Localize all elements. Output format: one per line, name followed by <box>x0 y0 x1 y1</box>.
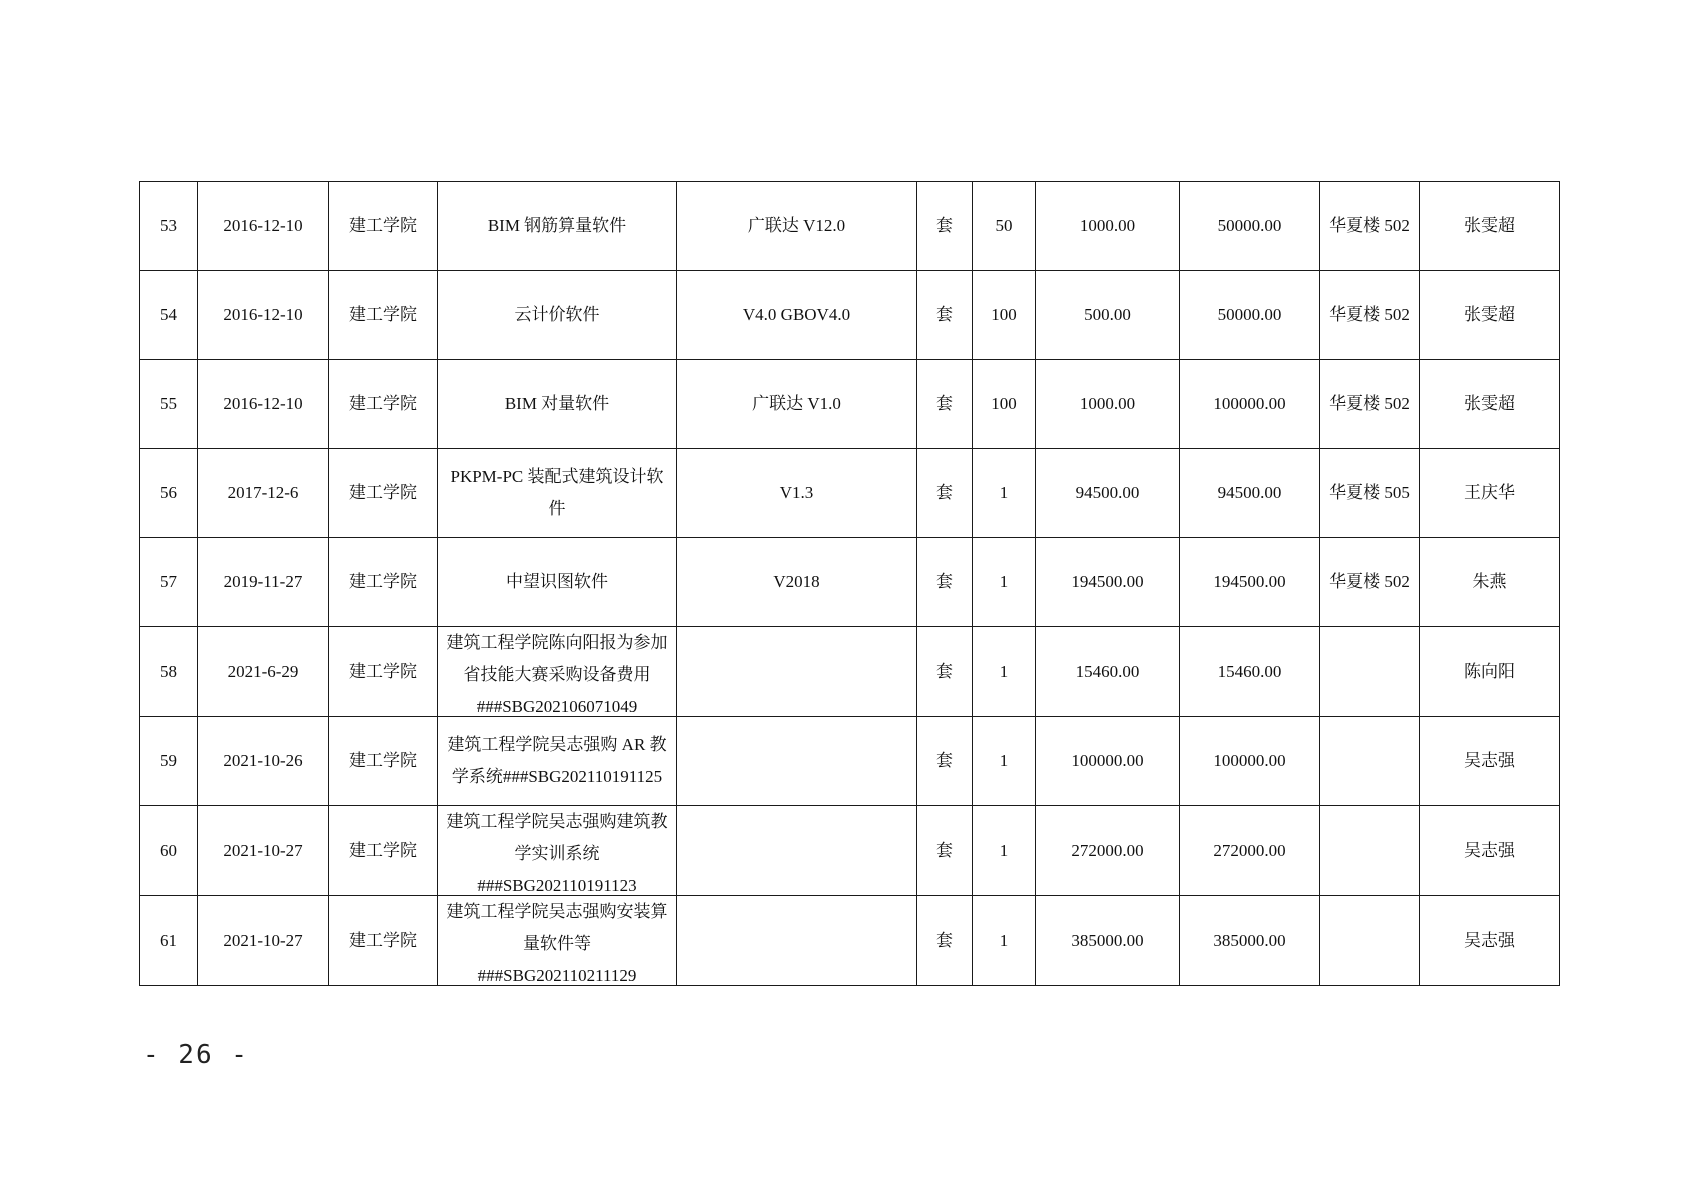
cell-model <box>677 806 917 896</box>
cell-dept-text: 建工学院 <box>349 394 417 413</box>
cell-qty-text: 1 <box>999 840 1009 860</box>
cell-qty <box>973 806 1036 896</box>
cell-amount-text: 194500.00 <box>1213 572 1286 591</box>
cell-qty-text: 1 <box>999 930 1009 950</box>
cell-location <box>1320 627 1420 717</box>
cell-name-text: 建筑工程学院吴志强购 AR 教学系统###SBG202110191125 <box>447 735 667 786</box>
cell-qty-text: 1 <box>999 661 1009 681</box>
cell-name <box>438 806 677 896</box>
page-number: - 26 - <box>143 1040 249 1070</box>
cell-unit-price-text: 1000.00 <box>1079 216 1136 235</box>
cell-qty <box>973 449 1036 538</box>
cell-name-text: 中望识图软件 <box>506 572 608 591</box>
table-row <box>140 360 1560 449</box>
cell-amount-text: 50000.00 <box>1217 305 1282 324</box>
cell-location <box>1320 538 1420 627</box>
cell-date-text: 2019-11-27 <box>223 572 303 591</box>
cell-model <box>677 449 917 538</box>
cell-dept-text: 建工学院 <box>349 661 417 681</box>
cell-model <box>677 360 917 449</box>
table-row <box>140 182 1560 271</box>
cell-unit-price-text: 1000.00 <box>1079 394 1136 413</box>
cell-no-text: 61 <box>160 930 177 950</box>
cell-location <box>1320 449 1420 538</box>
cell-unit-price-text: 385000.00 <box>1071 930 1144 950</box>
cell-keeper <box>1420 896 1560 986</box>
cell-amount <box>1180 271 1320 360</box>
cell-qty <box>973 896 1036 986</box>
cell-no <box>140 717 198 806</box>
cell-keeper-text: 吴志强 <box>1464 930 1515 950</box>
cell-qty-text: 100 <box>991 394 1017 413</box>
cell-unit-price <box>1036 538 1180 627</box>
cell-date <box>198 627 329 717</box>
cell-keeper-text: 张雯超 <box>1464 305 1515 324</box>
cell-name <box>438 182 677 271</box>
cell-no <box>140 896 198 986</box>
cell-date <box>198 896 329 986</box>
cell-amount-text: 100000.00 <box>1213 751 1286 770</box>
table-row <box>140 627 1560 717</box>
cell-unit-price <box>1036 627 1180 717</box>
cell-name <box>438 717 677 806</box>
cell-name-text: 建筑工程学院吴志强购建筑教学实训系统###SBG202110191123 <box>446 812 668 895</box>
cell-date <box>198 271 329 360</box>
cell-qty-text: 1 <box>999 483 1009 502</box>
cell-unit <box>917 538 973 627</box>
cell-name <box>438 627 677 717</box>
cell-dept <box>329 360 438 449</box>
cell-model-text: 广联达 V12.0 <box>747 216 846 235</box>
cell-amount <box>1180 360 1320 449</box>
cell-no-text: 53 <box>160 216 177 235</box>
cell-model <box>677 717 917 806</box>
cell-keeper-text: 张雯超 <box>1464 216 1515 235</box>
cell-model-text: V1.3 <box>779 483 814 502</box>
cell-dept <box>329 896 438 986</box>
cell-qty <box>973 538 1036 627</box>
cell-unit <box>917 449 973 538</box>
cell-unit-price <box>1036 449 1180 538</box>
cell-unit-text: 套 <box>936 483 953 502</box>
cell-name-text: PKPM-PC 装配式建筑设计软件 <box>450 467 664 518</box>
cell-model <box>677 271 917 360</box>
cell-unit-price-text: 100000.00 <box>1071 751 1144 770</box>
cell-name <box>438 271 677 360</box>
cell-amount-text: 94500.00 <box>1217 483 1282 502</box>
cell-keeper-text: 朱燕 <box>1472 572 1507 591</box>
cell-unit-text: 套 <box>936 661 953 681</box>
cell-qty <box>973 627 1036 717</box>
cell-location-text: 华夏楼 505 <box>1329 483 1410 502</box>
cell-keeper <box>1420 806 1560 896</box>
cell-no-text: 56 <box>160 483 177 502</box>
cell-qty <box>973 182 1036 271</box>
cell-keeper <box>1420 271 1560 360</box>
cell-location-text: 华夏楼 502 <box>1329 305 1410 324</box>
cell-unit-text: 套 <box>936 394 953 413</box>
cell-no <box>140 806 198 896</box>
cell-amount <box>1180 717 1320 806</box>
cell-amount-text: 100000.00 <box>1213 394 1286 413</box>
cell-name <box>438 360 677 449</box>
cell-date-text: 2016-12-10 <box>223 216 303 235</box>
cell-qty-text: 1 <box>999 751 1009 770</box>
cell-qty <box>973 717 1036 806</box>
table-body <box>140 182 1560 986</box>
cell-dept <box>329 449 438 538</box>
cell-unit <box>917 182 973 271</box>
cell-name-text: BIM 钢筋算量软件 <box>487 216 627 235</box>
cell-date-text: 2016-12-10 <box>223 305 303 324</box>
cell-amount-text: 385000.00 <box>1213 930 1286 950</box>
cell-dept <box>329 627 438 717</box>
cell-unit <box>917 806 973 896</box>
cell-location-text: 华夏楼 502 <box>1329 572 1410 591</box>
cell-no <box>140 271 198 360</box>
cell-model-text: 广联达 V1.0 <box>752 394 841 413</box>
table-row <box>140 896 1560 986</box>
cell-qty-text: 1 <box>999 572 1009 591</box>
cell-name-text: BIM 对量软件 <box>504 394 610 413</box>
cell-unit-text: 套 <box>936 216 953 235</box>
cell-model-text: V2018 <box>773 572 820 591</box>
cell-amount-text: 50000.00 <box>1217 216 1282 235</box>
cell-name <box>438 896 677 986</box>
cell-location <box>1320 271 1420 360</box>
cell-dept <box>329 806 438 896</box>
cell-unit-price-text: 194500.00 <box>1071 572 1144 591</box>
cell-unit-text: 套 <box>936 930 953 950</box>
cell-dept-text: 建工学院 <box>349 216 417 235</box>
cell-no <box>140 538 198 627</box>
cell-location <box>1320 182 1420 271</box>
table-row <box>140 717 1560 806</box>
cell-unit-price-text: 272000.00 <box>1071 840 1144 860</box>
cell-keeper <box>1420 538 1560 627</box>
cell-no <box>140 627 198 717</box>
cell-location-text: 华夏楼 502 <box>1329 216 1410 235</box>
cell-qty-text: 50 <box>995 216 1013 235</box>
cell-date-text: 2021-10-27 <box>223 930 303 950</box>
cell-location <box>1320 717 1420 806</box>
cell-amount-text: 15460.00 <box>1217 661 1282 681</box>
cell-date <box>198 538 329 627</box>
cell-location <box>1320 806 1420 896</box>
cell-keeper <box>1420 717 1560 806</box>
cell-unit-price-text: 500.00 <box>1084 305 1131 324</box>
cell-dept <box>329 271 438 360</box>
cell-date-text: 2021-10-27 <box>223 840 303 860</box>
cell-unit-price-text: 15460.00 <box>1075 661 1140 681</box>
cell-dept-text: 建工学院 <box>349 751 417 770</box>
cell-keeper-text: 陈向阳 <box>1464 661 1515 681</box>
cell-no-text: 57 <box>160 572 177 591</box>
cell-dept-text: 建工学院 <box>349 840 417 860</box>
cell-dept <box>329 717 438 806</box>
cell-date <box>198 717 329 806</box>
cell-location <box>1320 896 1420 986</box>
cell-unit-price <box>1036 182 1180 271</box>
cell-model <box>677 182 917 271</box>
cell-unit-text: 套 <box>936 572 953 591</box>
cell-location-text: 华夏楼 502 <box>1329 394 1410 413</box>
cell-date-text: 2021-6-29 <box>227 661 299 681</box>
cell-name-text: 云计价软件 <box>514 305 600 324</box>
cell-unit-text: 套 <box>936 305 953 324</box>
cell-unit-price <box>1036 360 1180 449</box>
cell-date-text: 2021-10-26 <box>223 751 303 770</box>
cell-unit <box>917 360 973 449</box>
cell-name <box>438 538 677 627</box>
table-row <box>140 806 1560 896</box>
cell-date <box>198 806 329 896</box>
cell-unit-text: 套 <box>936 840 953 860</box>
cell-name-text: 建筑工程学院陈向阳报为参加省技能大赛采购设备费用###SBG202106071049 <box>446 633 668 716</box>
table-row <box>140 271 1560 360</box>
cell-qty <box>973 271 1036 360</box>
cell-amount <box>1180 449 1320 538</box>
cell-keeper <box>1420 182 1560 271</box>
cell-amount <box>1180 896 1320 986</box>
cell-unit-price <box>1036 896 1180 986</box>
cell-model <box>677 627 917 717</box>
cell-unit-price-text: 94500.00 <box>1075 483 1140 502</box>
cell-no-text: 58 <box>160 661 177 681</box>
cell-amount <box>1180 806 1320 896</box>
cell-keeper <box>1420 627 1560 717</box>
table-row <box>140 538 1560 627</box>
cell-unit-price <box>1036 717 1180 806</box>
cell-date <box>198 449 329 538</box>
cell-no-text: 55 <box>160 394 177 413</box>
cell-no-text: 59 <box>160 751 177 770</box>
cell-no <box>140 182 198 271</box>
cell-keeper <box>1420 360 1560 449</box>
cell-model <box>677 896 917 986</box>
cell-dept <box>329 182 438 271</box>
cell-dept-text: 建工学院 <box>349 572 417 591</box>
cell-keeper-text: 吴志强 <box>1464 840 1515 860</box>
cell-qty <box>973 360 1036 449</box>
cell-no-text: 54 <box>160 305 177 324</box>
cell-model <box>677 538 917 627</box>
cell-date <box>198 182 329 271</box>
cell-date-text: 2017-12-6 <box>227 483 299 502</box>
cell-no <box>140 360 198 449</box>
cell-model-text: V4.0 GBOV4.0 <box>742 305 851 324</box>
table-row <box>140 449 1560 538</box>
cell-unit-text: 套 <box>936 751 953 770</box>
cell-dept-text: 建工学院 <box>349 305 417 324</box>
cell-unit <box>917 717 973 806</box>
asset-table <box>139 181 1560 986</box>
cell-amount <box>1180 538 1320 627</box>
cell-unit <box>917 896 973 986</box>
cell-unit-price <box>1036 271 1180 360</box>
cell-unit <box>917 271 973 360</box>
cell-no <box>140 449 198 538</box>
cell-amount <box>1180 627 1320 717</box>
cell-date-text: 2016-12-10 <box>223 394 303 413</box>
cell-dept <box>329 538 438 627</box>
cell-amount <box>1180 182 1320 271</box>
cell-location <box>1320 360 1420 449</box>
cell-qty-text: 100 <box>991 305 1017 324</box>
cell-date <box>198 360 329 449</box>
cell-unit <box>917 627 973 717</box>
cell-name-text: 建筑工程学院吴志强购安装算量软件等###SBG202110211129 <box>446 902 668 985</box>
cell-keeper-text: 张雯超 <box>1464 394 1515 413</box>
cell-dept-text: 建工学院 <box>349 930 417 950</box>
cell-name <box>438 449 677 538</box>
cell-no-text: 60 <box>160 840 177 860</box>
cell-keeper-text: 王庆华 <box>1464 483 1515 502</box>
cell-keeper <box>1420 449 1560 538</box>
cell-keeper-text: 吴志强 <box>1464 751 1515 770</box>
cell-amount-text: 272000.00 <box>1213 840 1286 860</box>
cell-unit-price <box>1036 806 1180 896</box>
cell-dept-text: 建工学院 <box>349 483 417 502</box>
